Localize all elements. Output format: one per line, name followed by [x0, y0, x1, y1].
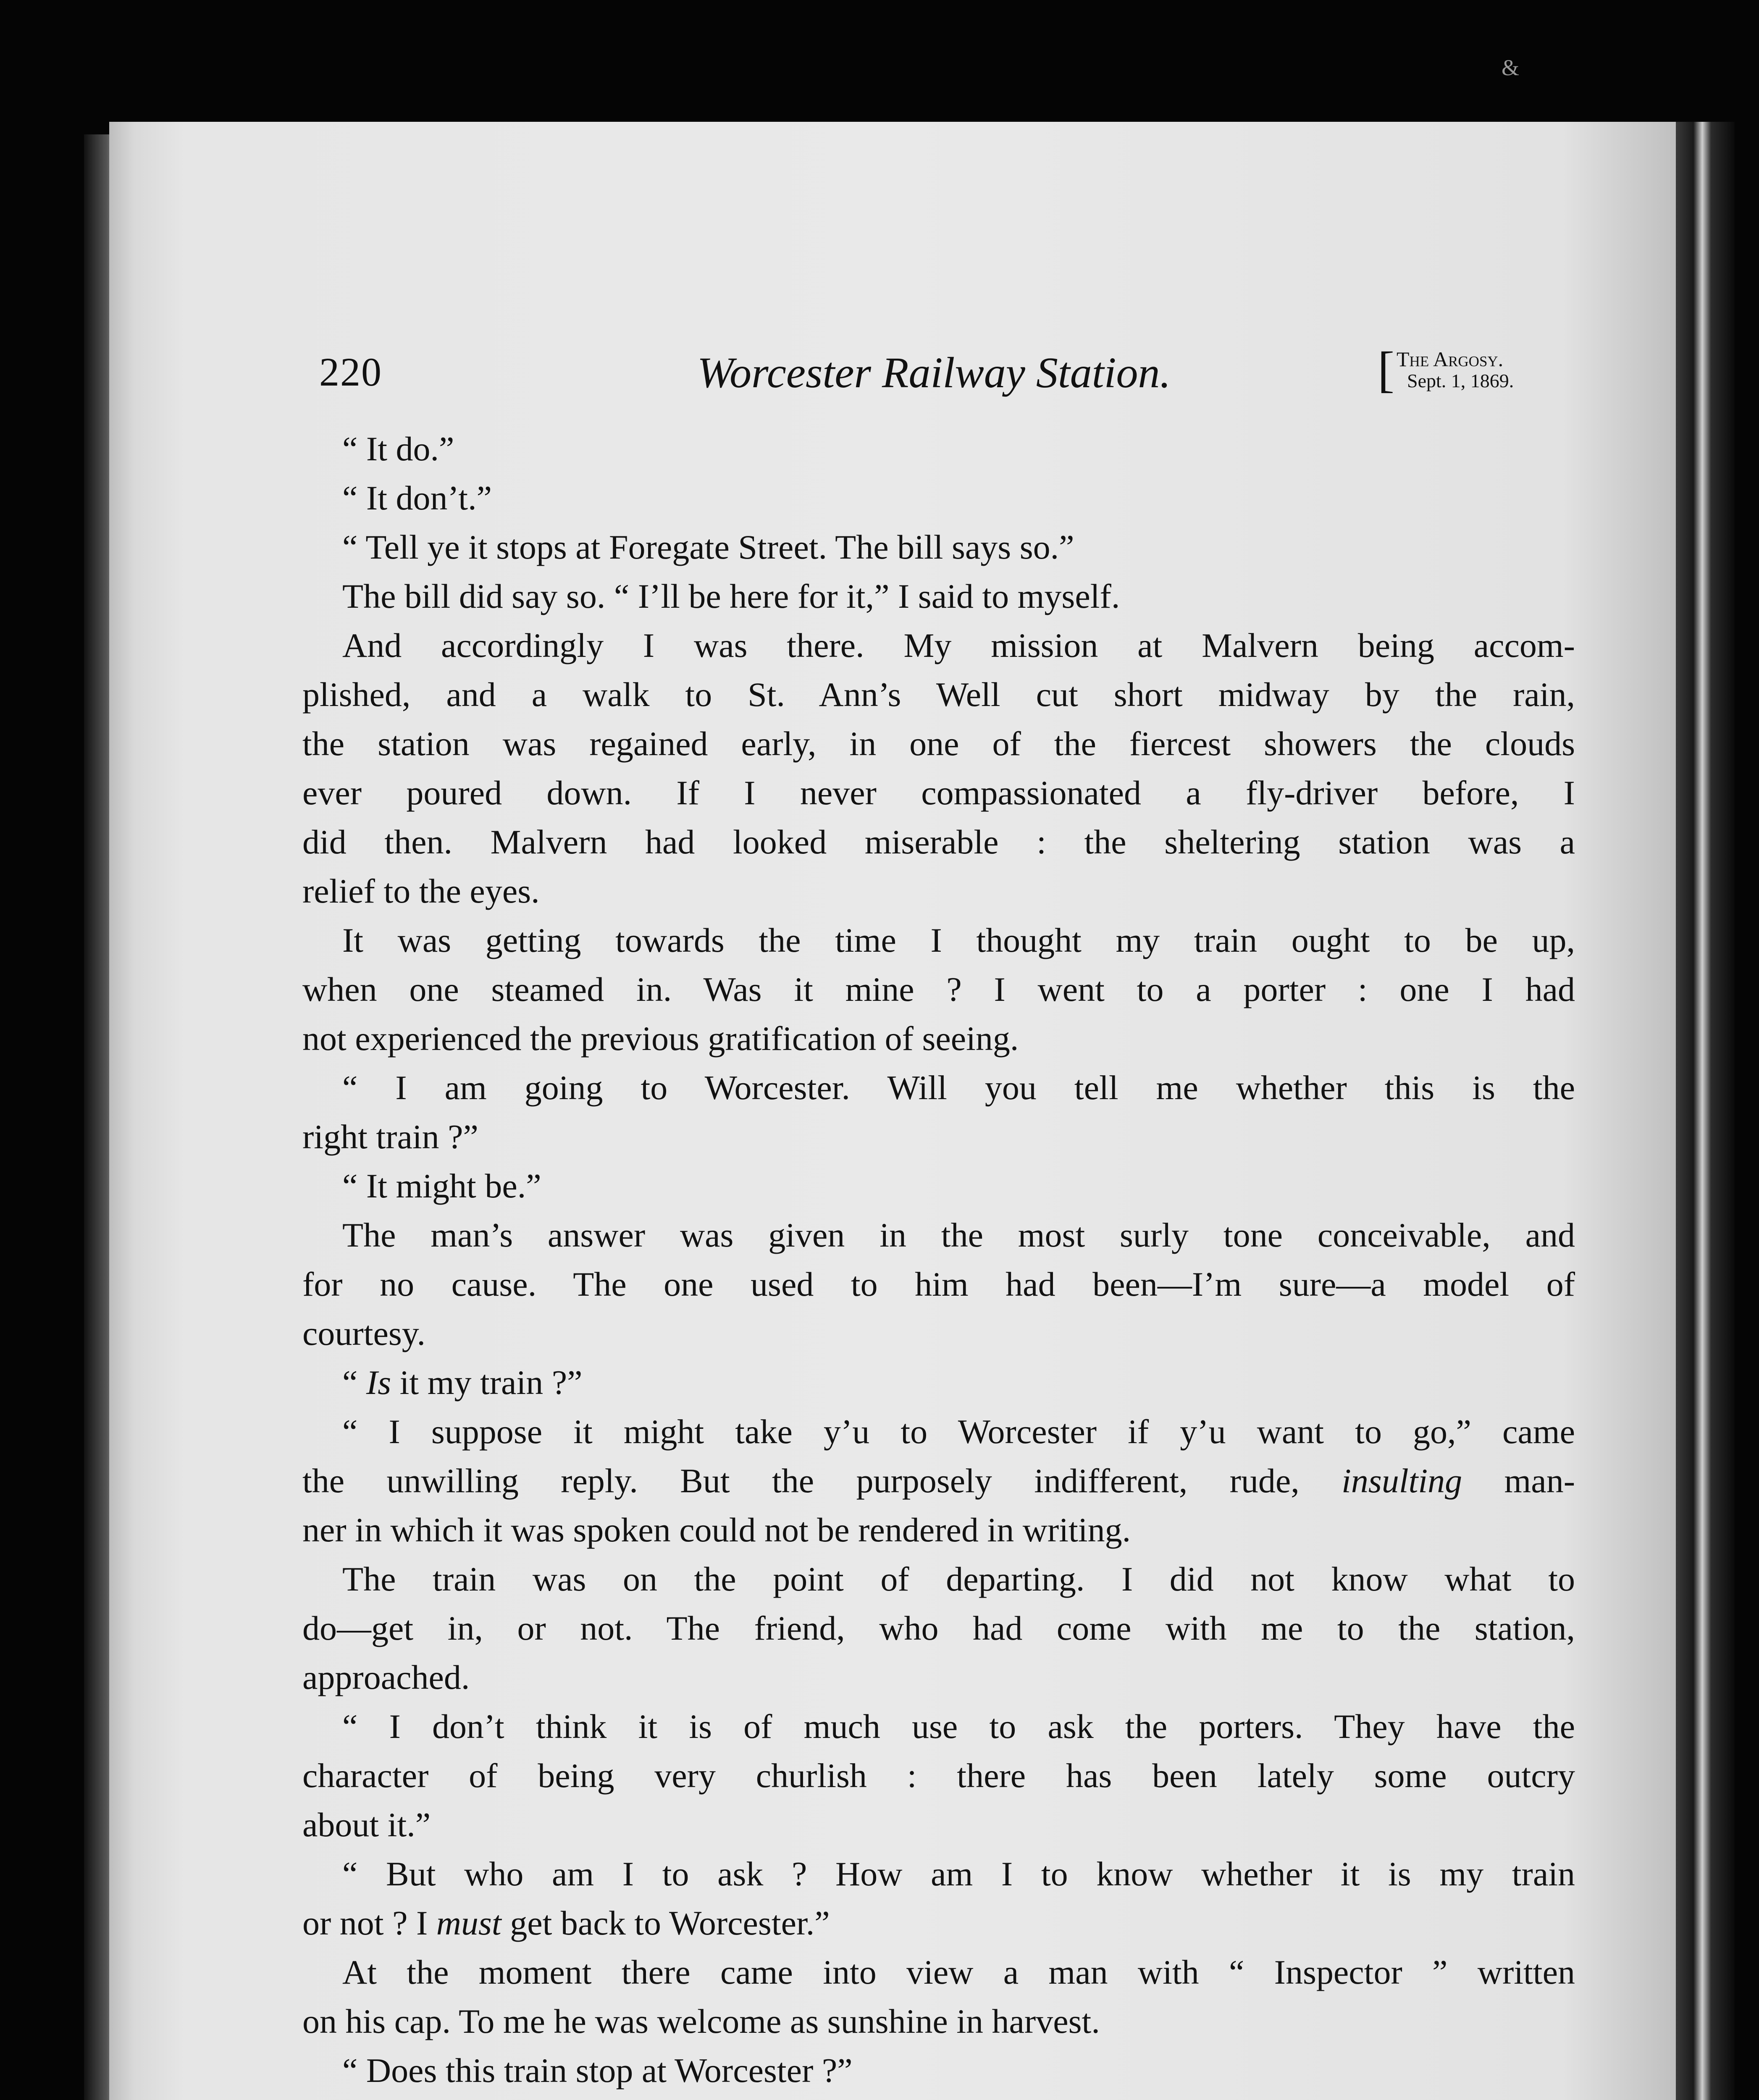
page-header [319, 341, 1567, 407]
paragraph [302, 522, 1575, 572]
paragraph [302, 424, 1575, 473]
text-line: did then. Malvern had looked miserable : the sheltering station was a [302, 823, 1575, 861]
text-line: for no cause. The one used to him had been—I’m sure—a model of [302, 1265, 1575, 1303]
paragraph [302, 916, 1575, 1063]
text-line: “ I suppose it might take y’u to Worcester if y’u want to go,” came [342, 1412, 1575, 1451]
text-line: The man’s answer was given in the most surly tone conceivable, and [342, 1216, 1575, 1254]
running-title: Worcester Railway Station. [697, 349, 1171, 397]
text-line: on his cap. To me he was welcome as sunshine in harvest. [302, 2002, 1100, 2040]
text-line: And accordingly I was there. My mission at Malvern being accom- [342, 626, 1575, 664]
text-line: At the moment there came into view a man with “ Inspector ” written [342, 1953, 1575, 1991]
page-number: 220 [319, 349, 382, 394]
page-right-edge [1676, 122, 1735, 2100]
paragraph [302, 572, 1575, 621]
text-line: “ It do.” [342, 430, 454, 468]
text-line: approached. [302, 1658, 470, 1696]
paragraph [302, 1948, 1575, 2046]
paragraph [302, 1210, 1575, 1358]
text-line: The bill did say so. “ I’ll be here for it,” I said to myself. [342, 577, 1120, 615]
journal-reference [1378, 341, 1567, 399]
text-line: right train ?” [302, 1118, 478, 1156]
text-line: or not ? I must get back to Worcester.” [302, 1904, 830, 1942]
text-line: when one steamed in. Was it mine ? I went to a porter : one I had [302, 970, 1575, 1008]
paragraph [302, 1702, 1575, 1849]
text-line: “ Tell ye it stops at Foregate Street. The bill says so.” [342, 528, 1074, 566]
text-line: The train was on the point of departing. I did not know what to [342, 1560, 1575, 1598]
text-line: It was getting towards the time I thought my train ought to be up, [342, 921, 1575, 959]
text-line: character of being very churlish : there has been lately some outcry [302, 1756, 1575, 1795]
text-line: “ I don’t think it is of much use to ask the porters. They have the [342, 1707, 1575, 1746]
text-line: relief to the eyes. [302, 872, 540, 910]
journal-title: The Argosy. [1397, 347, 1504, 371]
journal-date: Sept. 1, 1869. [1407, 370, 1514, 391]
text-line: not experienced the previous gratification of seeing. [302, 1019, 1019, 1058]
paragraph [302, 1849, 1575, 1948]
text-line: the station was regained early, in one of the fiercest showers the clouds [302, 724, 1575, 763]
paragraph [302, 1161, 1575, 1210]
paragraph [302, 1358, 1575, 1407]
paragraph [302, 1063, 1575, 1161]
bracket-glyph: [ [1378, 341, 1394, 397]
text-line: ner in which it was spoken could not be rendered in writing. [302, 1511, 1131, 1549]
text-line: do—get in, or not. The friend, who had come with me to the station, [302, 1609, 1575, 1647]
text-line: “ Does this train stop at Worcester ?” [342, 2051, 853, 2090]
text-line [302, 2095, 1575, 2100]
text-line: plished, and a walk to St. Ann’s Well cut short midway by the rain, [302, 675, 1575, 714]
text-line: “ It might be.” [342, 1167, 541, 1205]
body-text [302, 424, 1575, 2100]
text-line: “ I am going to Worcester. Will you tell me whether this is the [342, 1068, 1575, 1107]
paragraph [302, 1554, 1575, 1702]
paragraph [302, 1407, 1575, 1554]
text-line: about it.” [302, 1806, 431, 1844]
corner-mark: & [1502, 55, 1520, 80]
paragraph [302, 621, 1575, 916]
text-line: ever poured down. If I never compassionated a fly-driver before, I [302, 774, 1575, 812]
text-line: courtesy. [302, 1314, 425, 1352]
text-line: the unwilling reply. But the purposely indifferent, rude, insulting man- [302, 1462, 1575, 1500]
paragraph [302, 473, 1575, 522]
paragraph [302, 2095, 1575, 2100]
text-line: “ But who am I to ask ? How am I to know whether it is my train [342, 1855, 1575, 1893]
text-line: “ Is it my train ?” [342, 1363, 583, 1402]
text-line: “ It don’t.” [342, 479, 492, 517]
paragraph [302, 2046, 1575, 2095]
